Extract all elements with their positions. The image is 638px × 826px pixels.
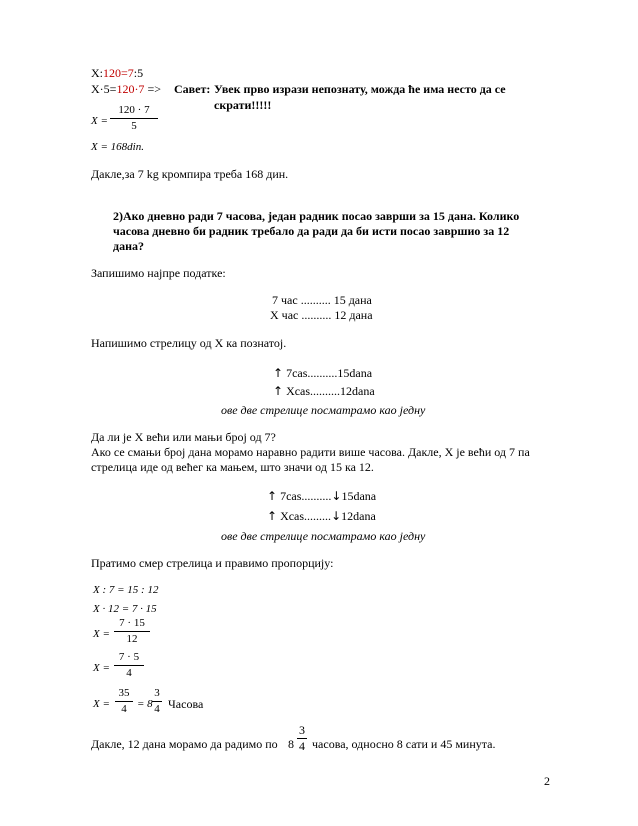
eq4-numerator: 7 · 5 [118, 651, 140, 663]
proportion-eq-5-fraction [115, 687, 133, 716]
problem-2-line-2: часова дневно би радник требало да ради да би исти посао завршио за 12 [113, 224, 510, 238]
fraction-bar [114, 631, 150, 632]
eq2-part2: 120·7 [116, 82, 145, 96]
data-row-1: 7 час .......... 15 дана [272, 293, 372, 307]
proportion-eq-3-lhs: X = [93, 628, 110, 640]
proportion-eq-5-unit: Часова [168, 697, 204, 711]
question-line-1: Да ли је X већи или мањи број од 7? [91, 430, 276, 444]
up-arrow-icon: ↑ [267, 489, 278, 503]
tip-line-2: скрати!!!!! [214, 98, 272, 112]
eq-result: X = 168din. [91, 141, 144, 153]
up-arrow-icon: ↑ [273, 366, 284, 380]
question-line-2: Ако се смањи број дана морамо наравно радити више часова. Дакле, X је већи од 7 па [91, 445, 530, 459]
up-arrow-icon: ↑ [273, 384, 284, 398]
arrow-row-1-text: 7cas..........15dana [286, 366, 373, 380]
problem-2-line-1: 2)Ако дневно ради 7 часова, један радник посао заврши за 15 дана. Колико [113, 209, 520, 223]
proportion-eq-2: X · 12 = 7 · 15 [93, 603, 157, 615]
write-data-text: Запишимо најпре податке: [91, 266, 226, 280]
down-arrow-icon: ↓ [331, 489, 342, 503]
equation-line-1 [91, 66, 143, 80]
eq1-part2: 120=7 [103, 66, 134, 80]
proportion-eq-5-lhs: X = [93, 698, 110, 710]
final-fraction [297, 724, 307, 753]
arrow2-row-1-a: 7cas.......... [280, 489, 332, 503]
eq5-mixed-denominator: 4 [154, 703, 160, 715]
question-line-3: стрелица иде од већег ка мањем, што значи од 15 ка 12. [91, 460, 374, 474]
arrow2-row-1-b: 15dana [341, 489, 377, 503]
arrow-row-2 [273, 384, 375, 398]
tip-label: Савет: [174, 82, 211, 96]
proportion-eq-4-lhs: X = [93, 662, 110, 674]
fraction-bar [110, 118, 158, 119]
arrow-instruction: Напишимо стрелицу од X ка познатој. [91, 336, 287, 350]
final-numerator: 3 [299, 723, 305, 737]
arrow2-row-2-b: 12dana [341, 509, 376, 523]
up-arrow-icon: ↑ [267, 509, 278, 523]
arrow2-row-2-a: Xcas......... [280, 509, 332, 523]
down-arrow-icon: ↓ [331, 509, 342, 523]
final-text-part-1: Дакле, 12 дана морамо да радимо по [91, 737, 278, 751]
eq-x-numerator: 120 · 7 [118, 104, 150, 116]
tip-line-1: Увек прво изрази непознату, можда ће има несто да се [214, 82, 506, 96]
arrow2-row-1 [267, 489, 376, 503]
eq3-denominator: 12 [126, 633, 138, 645]
eq-x-lhs: X = [91, 115, 108, 127]
eq1-part1: X: [91, 66, 103, 80]
arrow2-row-2 [267, 509, 376, 523]
proportion-eq-5-mixed-fraction [152, 687, 162, 716]
conclusion-1: Дакле,за 7 kg кромпира треба 168 дин. [91, 167, 289, 181]
eq-x-denominator: 5 [131, 120, 137, 132]
page-number: 2 [544, 774, 550, 788]
proportion-eq-4-fraction [114, 651, 144, 680]
eq1-part3: :5 [133, 66, 144, 80]
fraction-bar [115, 701, 133, 702]
equation-line-2 [91, 82, 161, 96]
eq5-denominator: 4 [121, 703, 127, 715]
eq2-part1: X·5= [91, 82, 117, 96]
fraction-bar [114, 665, 144, 666]
final-whole: 8 [288, 737, 294, 751]
proportion-instruction: Пратимо смер стрелица и правимо пропорцију: [91, 556, 334, 570]
arrow-row-2-text: Xcas..........12dana [286, 384, 375, 398]
eq3-numerator: 7 · 15 [119, 617, 145, 629]
proportion-eq-5-mid: = 8 [137, 698, 153, 710]
eq5-mixed-numerator: 3 [154, 687, 160, 699]
arrows-caption-1: ове две стрелице посматрамо као једну [221, 403, 426, 417]
eq-x-fraction [110, 104, 158, 133]
problem-2-line-3: дана? [113, 239, 144, 253]
final-text-part-2: часова, односно 8 сати и 45 минута. [312, 737, 496, 751]
eq5-numerator: 35 [118, 687, 130, 699]
eq2-part3: => [144, 82, 161, 96]
fraction-bar [152, 701, 162, 702]
data-row-2: X час .......... 12 дана [270, 308, 373, 322]
arrow-row-1 [273, 366, 372, 380]
final-denominator: 4 [299, 739, 305, 753]
proportion-eq-1: X : 7 = 15 : 12 [93, 584, 159, 596]
proportion-eq-3-fraction [114, 617, 150, 646]
eq4-denominator: 4 [126, 667, 132, 679]
arrows-caption-2: ове две стрелице посматрамо као једну [221, 529, 426, 543]
